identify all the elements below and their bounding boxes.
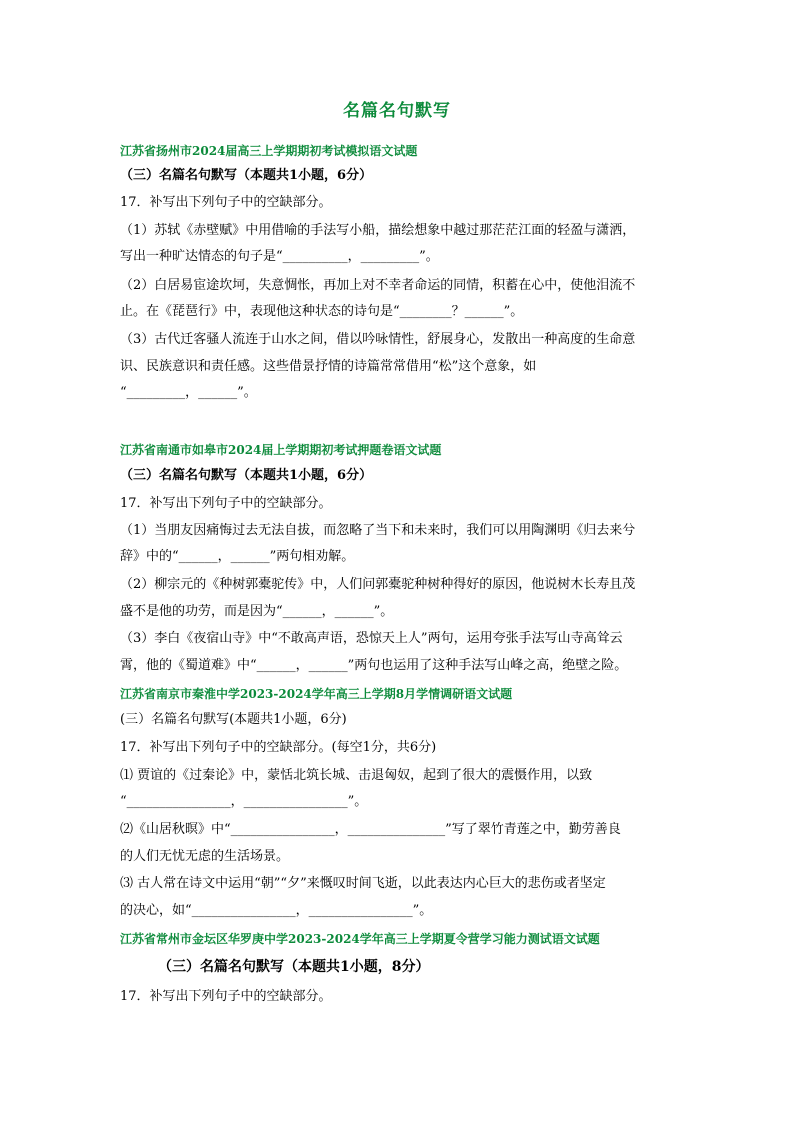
text-line: （2）柳宗元的《种树郭橐驼传》中，人们问郭橐驼种树种得好的原因，他说树木长寿且茂 (120, 577, 636, 592)
document-title: 名篇名句默写 (343, 101, 451, 121)
text-line: 霄，他的《蜀道难》中“______，______”两句也运用了这种手法写山峰之高，绝壁之险。 (120, 658, 628, 673)
section-heading: (三）名篇名句默写(本题共1小题，6分) (120, 712, 347, 727)
text-line: （3）李白《夜宿山寺》中“不敢高声语，恐惊天上人”两句，运用夸张手法写山寺高耸云 (120, 631, 623, 646)
text-line: ⑶ 古人常在诗文中运用“朝”“夕”来慨叹时间飞逝，以此表达内心巨大的悲伤或者坚定 (120, 876, 606, 891)
text-line: 的决心，如“________________，________________”。 (120, 903, 433, 918)
text-line: 止。在《琵琶行》中，表现他这种状态的诗句是“________？______”。 (120, 304, 524, 319)
text-line: （1）苏轼《赤壁赋》中用借喻的手法写小船，描绘想象中越过那茫茫江面的轻盈与潇洒， (120, 223, 636, 238)
text-line: 盛不是他的功劳，而是因为“______，______”。 (120, 604, 394, 619)
text-line: 写出一种旷达情态的句子是“__________，_________”。 (120, 249, 439, 264)
text-line: ⑵《山居秋暝》中“________________，_______________”写了翠竹青莲之中，勤劳善良 (120, 822, 621, 837)
section-heading: （三）名篇名句默写（本题共1小题，6分） (120, 168, 373, 183)
text-line: （3）古代迁客骚人流连于山水之间，借以吟咏情性，舒展身心，发散出一种高度的生命意 (120, 332, 636, 347)
text-line: （1）当朋友因痛悔过去无法自拔，而忽略了当下和未来时，我们可以用陶渊明《归去来兮 (120, 523, 636, 538)
section-heading: （三）名篇名句默写（本题共1小题，6分） (120, 468, 373, 483)
section-source: 江苏省扬州市2024届高三上学期期初考试模拟语文试题 (120, 144, 418, 158)
section-source: 江苏省常州市金坛区华罗庚中学2023-2024学年高三上学期夏令营学习能力测试语文试题 (120, 932, 600, 946)
text-line: （2）白居易宦途坎坷，失意惆怅，再加上对不幸者命运的同情，积蓄在心中，使他泪流不 (120, 278, 636, 293)
text-line: “_________，______”。 (120, 385, 257, 400)
question-instruction: 17．补写出下列句子中的空缺部分。 (120, 195, 332, 210)
question-instruction: 17．补写出下列句子中的空缺部分。 (120, 496, 332, 511)
text-line: ⑴ 贾谊的《过秦论》中，蒙恬北筑长城、击退匈奴，起到了很大的震慑作用，以致 (120, 768, 593, 783)
text-line: 的人们无忧无虑的生活场景。 (120, 849, 290, 864)
section-source: 江苏省南京市秦淮中学2023-2024学年高三上学期8月学情调研语文试题 (120, 687, 513, 701)
question-instruction: 17．补写出下列句子中的空缺部分。(每空1分，共6分) (120, 740, 437, 755)
section-heading: （三）名篇名句默写（本题共1小题，8分） (158, 959, 430, 975)
text-line: “________________，________________”。 (120, 794, 368, 809)
section-source: 江苏省南通市如皋市2024届上学期期初考试押题卷语文试题 (120, 443, 442, 457)
text-line: 辞》中的“______，______”两句相劝解。 (120, 549, 355, 564)
text-line: 识、民族意识和责任感。这些借景抒情的诗篇常常借用“松”这个意象，如 (120, 359, 537, 374)
question-instruction: 17．补写出下列句子中的空缺部分。 (120, 989, 332, 1004)
